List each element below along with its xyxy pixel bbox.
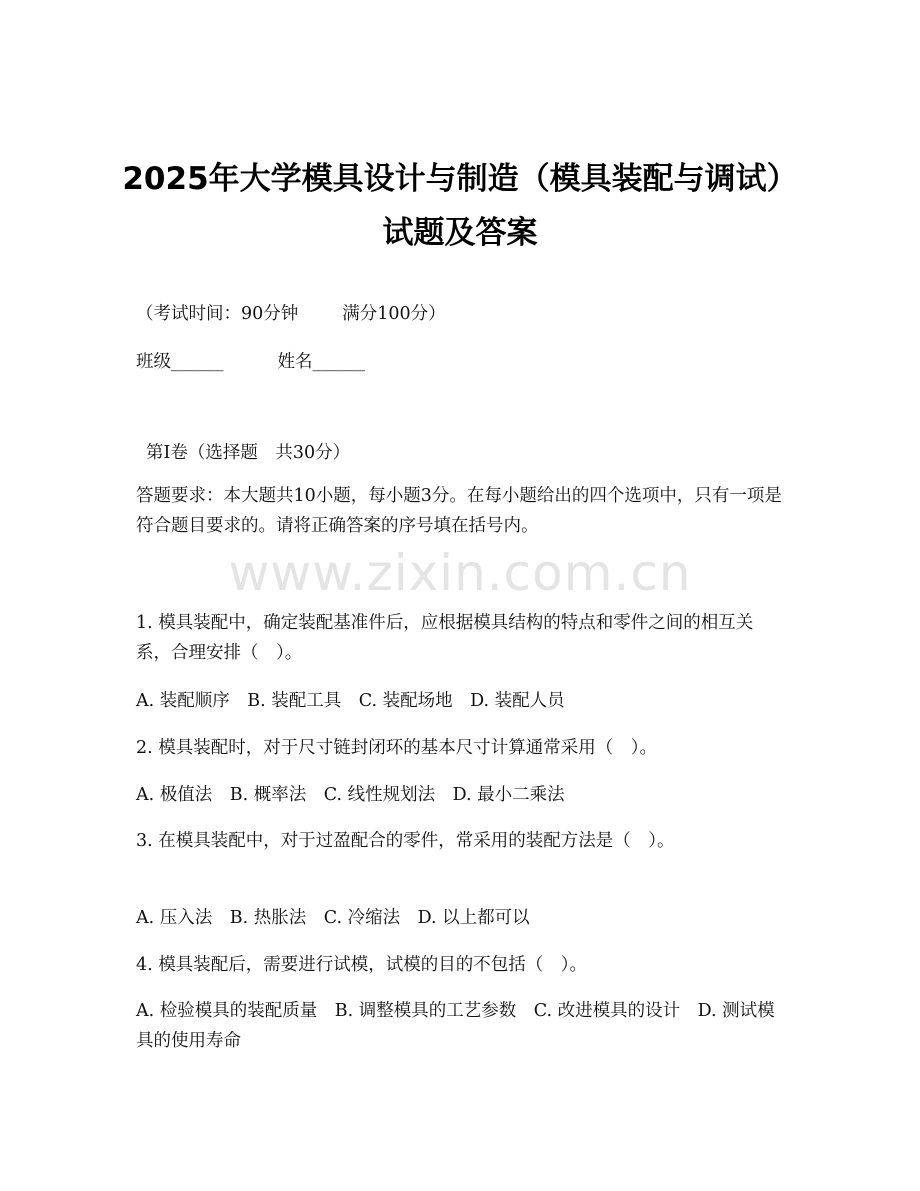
question-1-stem: 1. 模具装配中，确定装配基准件后，应根据模具结构的特点和零件之间的相互关系，合理安排（ ）。 [136,613,754,663]
exam-info [136,302,446,327]
question-3-stem: 3. 在模具装配中，对于过盈配合的零件，常采用的装配方法是（ ）。 [136,831,675,851]
class-field-label: 班级______ [136,352,224,372]
student-info [136,350,365,375]
watermark: www.zixin.com.cn [228,544,692,602]
name-field-label: 姓名______ [277,352,365,372]
question-3-options: A. 压入法 B. 热胀法 C. 冷缩法 D. 以上都可以 [136,908,530,928]
question-4-stem: 4. 模具装配后，需要进行试模，试模的目的不包括（ ）。 [136,955,588,975]
section-title: 第Ⅰ卷（选择题 共30分） [146,443,351,463]
question-4-options: A. 检验模具的装配质量 B. 调整模具的工艺参数 C. 改进模具的设计 D. 测试模具的使用寿命 [136,1001,775,1051]
question-2-options: A. 极值法 B. 概率法 C. 线性规划法 D. 最小二乘法 [136,785,565,805]
exam-full-score: 满分100分） [342,304,446,324]
question-2-stem: 2. 模具装配时，对于尺寸链封闭环的基本尺寸计算通常采用（ ）。 [136,738,658,758]
exam-time: （考试时间：90分钟 [136,304,299,324]
question-1-options: A. 装配顺序 B. 装配工具 C. 装配场地 D. 装配人员 [136,691,565,711]
instructions: 答题要求：本大题共10小题，每小题3分。在每小题给出的四个选项中，只有一项是符合题目要求的。请将正确答案的序号填在括号内。 [136,486,782,536]
document-title: 2025年大学模具设计与制造（模具装配与调试）试题及答案 [122,161,798,251]
